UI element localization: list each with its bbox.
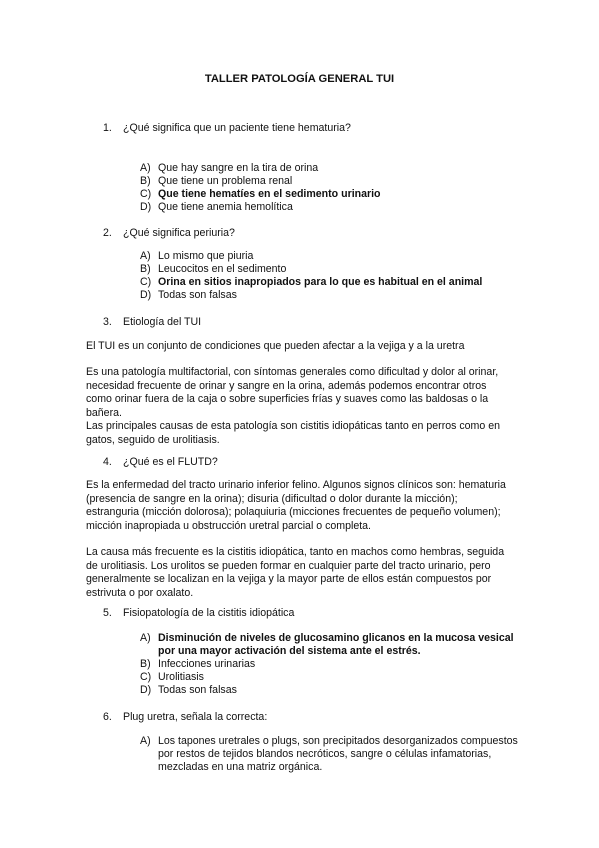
option-c: C) Urolitiasis <box>140 671 204 683</box>
question-text: Plug uretra, señala la correcta: <box>123 711 268 723</box>
answer-paragraph: La causa más frecuente es la cistitis idiopática, tanto en machos como hembras, seguida de urolitiasis. Los urolitos se pueden formar en cualquier parte del tracto urinario, pero generalmente se localizan en la vejiga y la mayor parte de ellos están compuestos por estrivuta o por oxalato. <box>86 546 505 599</box>
option-b: B) Infecciones urinarias <box>140 658 256 670</box>
question-1-options <box>140 162 381 214</box>
question-4 <box>103 455 218 469</box>
question-5-options <box>140 632 518 697</box>
question-text: ¿Qué significa periuria? <box>123 227 235 239</box>
question-5 <box>103 606 294 620</box>
question-number: 6. <box>103 711 112 723</box>
option-a: A) Que hay sangre en la tira de orina <box>140 162 319 174</box>
answer-paragraph: Es la enfermedad del tracto urinario inferior felino. Algunos signos clínicos son: hematuria (presencia de sangre en la orina); disuria (dificultad o dolor durante la micción); estranguria (micción dolorosa); polaquiuria (micciones frecuentes de pequeño volumen); micción inapropiada u obstrucción uretral parcial o completa. <box>86 479 506 532</box>
option-d: D) Todas son falsas <box>140 684 237 696</box>
option-a: A) Los tapones uretrales o plugs, son precipitados desorganizados compuestos por restos de tejidos blandos necróticos, sangre o células infamatorias, mezcladas en una matriz orgánica. <box>140 735 518 773</box>
question-2-options <box>140 250 482 302</box>
question-number: 5. <box>103 607 112 619</box>
answer-paragraph: Es una patología multifactorial, con síntomas generales como dificultad y dolor al orinar, necesidad frecuente de orinar y sangre en la orina, además podemos encontrar otros como orinar fuera de la caja o sobre superficies frías y suaves como las baldosas o la bañera. Las principales causas de esta patología son cistitis idiopáticas tanto en perros como en gatos, seguido de urolitiasis. <box>86 366 500 446</box>
question-3 <box>103 315 201 329</box>
question-number: 3. <box>103 316 112 328</box>
option-c-correct: C) Orina en sitios inapropiados para lo que es habitual en el animal <box>140 276 483 288</box>
option-d: D) Que tiene anemia hemolítica <box>140 201 293 213</box>
option-b: B) Leucocitos en el sedimento <box>140 263 287 275</box>
option-c-correct: C) Que tiene hematíes en el sedimento urinario <box>140 188 381 200</box>
question-number: 4. <box>103 456 112 468</box>
option-b: B) Que tiene un problema renal <box>140 175 293 187</box>
question-2 <box>103 226 235 240</box>
answer-paragraph: El TUI es un conjunto de condiciones que pueden afectar a la vejiga y a la uretra <box>86 340 465 352</box>
question-number: 1. <box>103 122 112 134</box>
question-text: ¿Qué significa que un paciente tiene hematuria? <box>123 122 351 134</box>
question-text: Fisiopatología de la cistitis idiopática <box>123 607 295 619</box>
option-a-correct: A) Disminución de niveles de glucosamino glicanos en la mucosa vesical por una mayor activación del sistema ante el estrés. <box>140 632 514 657</box>
question-text: Etiología del TUI <box>123 316 202 328</box>
question-6-options <box>140 735 518 774</box>
option-d: D) Todas son falsas <box>140 289 237 301</box>
question-text: ¿Qué es el FLUTD? <box>123 456 218 468</box>
option-a: A) Lo mismo que piuria <box>140 250 254 262</box>
question-number: 2. <box>103 227 112 239</box>
question-1 <box>103 121 351 135</box>
document-title: TALLER PATOLOGÍA GENERAL TUI <box>204 73 395 85</box>
question-6 <box>103 710 267 724</box>
